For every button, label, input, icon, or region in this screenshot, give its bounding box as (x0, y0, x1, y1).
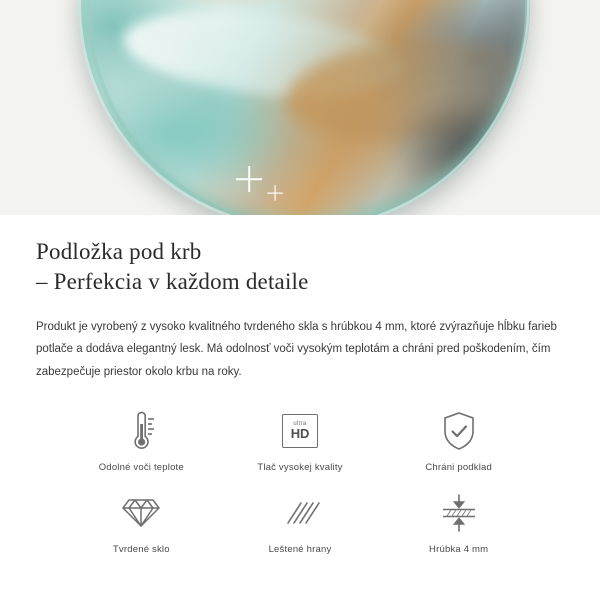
feature-label: Chráni podklad (425, 461, 493, 473)
feature-item-polished-edges (221, 491, 380, 555)
text-content (0, 215, 600, 555)
feature-item-tempered-glass (62, 491, 221, 555)
thickness-arrows-icon (438, 491, 480, 535)
feature-label: Odolné voči teplote (98, 461, 184, 473)
description-paragraph: Produkt je vyrobený z vysoko kvalitného tvrdeného skla s hrúbkou 4 mm, ktoré zvýrazňuje hĺbku farieb potlače a dodáva elegantný lesk. Má odolnosť voči vysokým teplotám a chráni pred poškodením, čím zabezpečuje priestor okolo krbu na roky. (36, 320, 557, 378)
page-title (36, 237, 564, 298)
feature-label: Tvrdené sklo (112, 543, 170, 555)
headline-line-2: – Perfekcia v každom detaile (36, 269, 309, 295)
ultra-hd-icon (282, 409, 318, 453)
feature-label: Leštené hrany (268, 543, 332, 555)
feature-item-print-quality (221, 409, 380, 473)
ultra-hd-icon-hd-text: HD (290, 426, 310, 442)
feature-grid (36, 409, 564, 555)
feature-item-surface-protection (379, 409, 538, 473)
diamond-icon (121, 491, 161, 535)
hero-image (0, 0, 600, 215)
ultra-hd-icon-ultra-text: ultra (293, 421, 307, 428)
feature-item-heat-resistant (62, 409, 221, 473)
shield-check-icon (441, 409, 477, 453)
glass-mat-disc (78, 0, 530, 215)
polished-edges-icon (280, 491, 320, 535)
feature-label: Hrúbka 4 mm (429, 543, 489, 555)
feature-item-thickness (379, 491, 538, 555)
feature-label: Tlač vysokej kvality (257, 461, 343, 473)
headline-line-1: Podložka pod krb (36, 239, 202, 264)
thermometer-icon (124, 409, 158, 453)
